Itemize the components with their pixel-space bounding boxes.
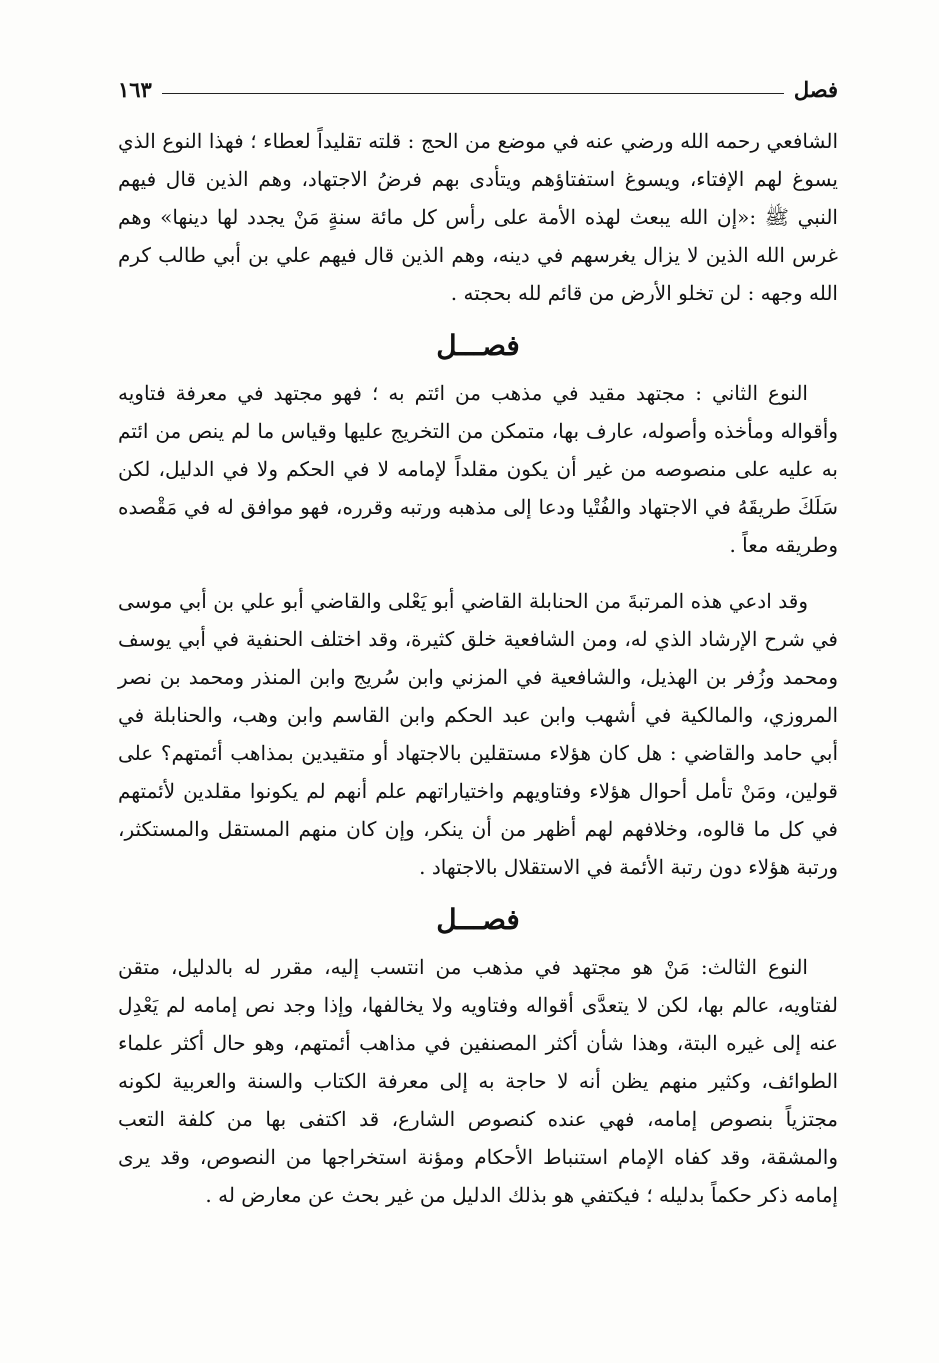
section-heading-1 xyxy=(118,326,838,366)
page-number: ١٦٣ xyxy=(118,76,152,102)
section-heading-1-text: فصـــل xyxy=(436,329,520,362)
header-rule xyxy=(162,93,784,94)
paragraph-gap xyxy=(118,564,838,582)
paragraph-3: وقد ادعي هذه المرتبةَ من الحنابلة القاضي أبو يَعْلى والقاضي أبو علي بن أبي موسى في شرح الإرشاد الذي له، ومن الشافعية خلق كثيرة، وقد اختلف الحنفية في أبي يوسف ومحمد وزُفر بن الهذيل، والشافعية في المزني وابن سُريج وابن المنذر ومحمد بن نصر المروزي، والمالكية في أشهب وابن عبد الحكم وابن القاسم وابن وهب، والحنابلة في أبي حامد والقاضي : هل كان هؤلاء مستقلين بالاجتهاد أو متقيدين بمذاهب أئمتهم؟ على قولين، ومَنْ تأمل أحوال هؤلاء وفتاويهم واختياراتهم علم أنهم لم يكونوا مقلدين لأئمتهم في كل ما قالوه، وخلافهم لهم أظهر من أن ينكر، وإن كان منهم المستقل والمستكثر، ورتبة هؤلاء دون رتبة الأئمة في الاستقلال بالاجتهاد . xyxy=(118,589,838,879)
paragraph-1: الشافعي رحمه الله ورضي عنه في موضع من الحج : قلته تقليداً لعطاء ؛ فهذا النوع الذي يسوغ لهم الإفتاء، ويسوغ استفتاؤهم ويتأدى بهم فرضُ الاجتهاد، وهم الذين قال فيهم النبي ﷺ :«إن الله يبعث لهذه الأمة على رأس كل مائة سنةٍ مَنْ يجدد لها دينها» وهم غرس الله الذين لا يزال يغرسهم في دينه، وهم الذين قال فيهم علي بن أبي طالب كرم الله وجهه : لن تخلو الأرض من قائم لله بحجته . xyxy=(118,129,838,305)
running-header xyxy=(118,72,838,106)
paragraph-4: النوع الثالث: مَنْ هو مجتهد في مذهب من انتسب إليه، مقرر له بالدليل، متقن لفتاويه، عالم بها، لكن لا يتعدَّى أقواله وفتاويه ولا يخالفها، وإذا وجد نص إمامه لم يَعْدِل عنه إلى غيره البتة، وهذا شأن أكثر المصنفين في مذاهب أئمتهم، وهو حال أكثر علماء الطوائف، وكثير منهم يظن أنه لا حاجة به إلى معرفة الكتاب والسنة والعربية لكونه مجتزياً بنصوص إمامه، فهي عنده كنصوص الشارع، قد اكتفى بها من كلفة التعب والمشقة، وقد كفاه الإمام استنباط الأحكام ومؤنة استخراجها من النصوص، وقد يرى إمامه ذكر حكماً بدليله ؛ فيكتفي هو بذلك الدليل من غير بحث عن معارض له . xyxy=(118,955,838,1207)
body-text xyxy=(118,122,838,1214)
section-heading-2-text: فصـــل xyxy=(436,903,520,936)
paragraph-2: النوع الثاني : مجتهد مقيد في مذهب من ائتم به ؛ فهو مجتهد في معرفة فتاويه وأقواله ومأخذه وأصوله، عارف بها، متمكن من التخريج عليها وقياس ما لم ينص من ائتم به عليه على منصوصه من غير أن يكون مقلداً لإمامه لا في الحكم ولا في الدليل، لكن سَلَكَ طريقَهُ في الاجتهاد والفُتْيا ودعا إلى مذهبه ورتبه وقرره، فهو موافق له في مَقْصده وطريقه معاً . xyxy=(118,381,838,557)
section-heading-2 xyxy=(118,900,838,940)
running-title: فصل xyxy=(793,76,838,102)
